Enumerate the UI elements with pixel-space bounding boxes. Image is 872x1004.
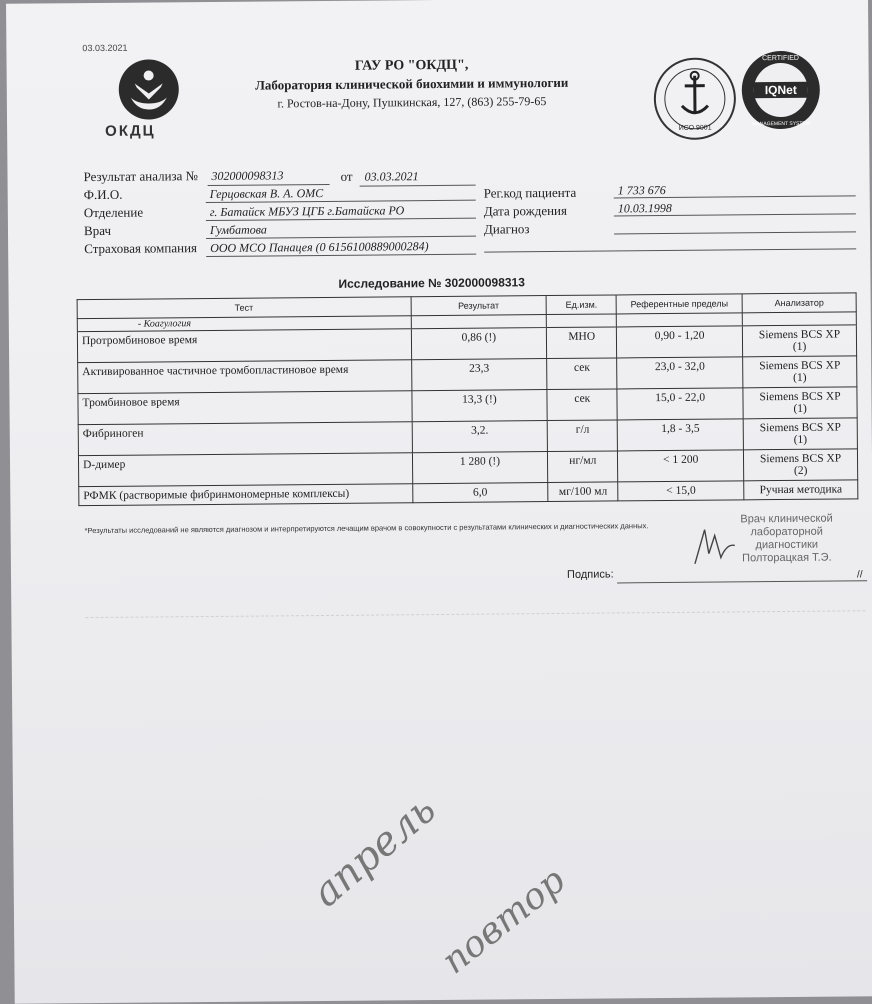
doctor-value: Гумбатова (209, 222, 267, 237)
test-reference: < 1 200 (618, 450, 744, 482)
reg-code-label: Рег.код пациента (483, 184, 577, 201)
test-unit: сек (547, 358, 617, 390)
test-unit: сек (547, 389, 617, 421)
doctor-stamp: Врач клинической лабораторной диагностики Полторацкая Т.Э. (740, 512, 833, 565)
test-analyzer: Siemens BCS XP (1) (743, 387, 857, 419)
org-lab: Лаборатория клинической биохимии и иммунологии (255, 74, 569, 93)
col-test: Тест (77, 297, 411, 319)
test-unit: мг/100 мл (548, 482, 618, 502)
insurance-label: Страховая компания (84, 240, 198, 257)
test-reference: 0,90 - 1,20 (617, 326, 743, 358)
org-address: г. Ростов-на-Дону, Пушкинская, 127, (863) 255-79-65 (277, 94, 547, 111)
analysis-label: Результат анализа № (83, 168, 199, 185)
disclaimer-note: *Результаты исследований не являются диагнозом и интерпретируются лечащим врачом в совокупности с результатами клинических и диагностических данных. (84, 521, 649, 536)
analysis-date: 03.03.2021 (364, 169, 419, 184)
insurance-value: ООО МСО Панацея (0 6156100889000284) (210, 239, 429, 255)
iqnet-certified-icon (739, 49, 822, 132)
col-analyzer: Анализатор (742, 293, 856, 313)
test-result: 13,3 (!) (411, 390, 547, 422)
reg-code-value: 1 733 676 (617, 183, 666, 198)
test-name: РФМК (растворимые фибринмономерные комплексы) (79, 484, 413, 506)
test-name: Активированное частичное тромбопластиновое время (78, 360, 412, 394)
seal-iso-text: ИСО 9001 (678, 124, 712, 132)
department-label: Отделение (83, 204, 144, 221)
dob-label: Дата рождения (483, 202, 568, 219)
dob-value: 10.03.1998 (617, 200, 672, 216)
fold-line (85, 610, 865, 618)
handwritten-note-1: апрель (303, 786, 445, 917)
signature-end: // (856, 569, 863, 581)
analysis-number: 302000098313 (211, 168, 284, 183)
test-analyzer: Siemens BCS XP (2) (744, 449, 858, 481)
test-unit: нг/мл (548, 451, 618, 483)
test-name: Тромбиновое время (78, 391, 412, 425)
test-reference: 1,8 - 3,5 (617, 419, 743, 451)
from-label: от (340, 168, 353, 184)
results-table (77, 292, 859, 506)
test-analyzer: Siemens BCS XP (1) (743, 418, 857, 450)
patient-name: Герцовская В. А. ОМС (209, 186, 324, 201)
certified-text: CERTIFIED (762, 54, 799, 63)
test-result: 0,86 (!) (411, 328, 547, 360)
department-value: г. Батайск МБУЗ ЦГБ г.Батайска РО (209, 203, 405, 219)
handwritten-note-2: повтор (434, 859, 574, 983)
col-unit: Ед.изм. (546, 295, 616, 315)
test-name: Протромбиновое время (77, 329, 411, 363)
test-unit: МНО (547, 327, 617, 359)
signature-scribble-icon (691, 523, 741, 567)
test-name: D-димер (78, 453, 412, 487)
test-reference: 15,0 - 22,0 (617, 388, 743, 420)
signature-label: Подпись: (566, 568, 614, 581)
study-title: Исследование № 302000098313 (338, 275, 525, 291)
okdc-logo-icon (116, 57, 181, 122)
iqnet-text: IQNet (764, 82, 797, 98)
management-text: MANAGEMENT SYSTEM (752, 120, 810, 128)
document-date: 03.03.2021 (82, 42, 128, 54)
test-result: 6,0 (412, 483, 548, 503)
test-name: Фибриноген (78, 422, 412, 456)
test-analyzer: Ручная методика (744, 480, 858, 500)
diagnosis-label: Диагноз (483, 221, 530, 237)
signature-line (617, 580, 867, 583)
test-result: 23,3 (411, 359, 547, 391)
test-analyzer: Siemens BCS XP (1) (742, 325, 856, 357)
logo-text: ОКДЦ (105, 122, 156, 140)
test-analyzer: Siemens BCS XP (1) (743, 356, 857, 388)
test-result: 3,2. (412, 421, 548, 453)
fio-label: Ф.И.О. (83, 186, 123, 203)
test-reference: 23,0 - 32,0 (617, 357, 743, 389)
col-reference: Референтные пределы (616, 294, 742, 314)
col-result: Результат (411, 296, 547, 316)
section-title: - Коагулогия (77, 316, 411, 332)
iso-seal-icon (651, 55, 738, 142)
document-sheet (6, 0, 872, 1004)
test-unit: г/л (547, 420, 617, 452)
organization-header (197, 56, 627, 112)
test-reference: < 15,0 (618, 481, 744, 501)
doctor-label: Врач (83, 222, 112, 239)
test-result: 1 280 (!) (412, 452, 548, 484)
org-name: ГАУ РО "ОКДЦ", (354, 57, 469, 74)
